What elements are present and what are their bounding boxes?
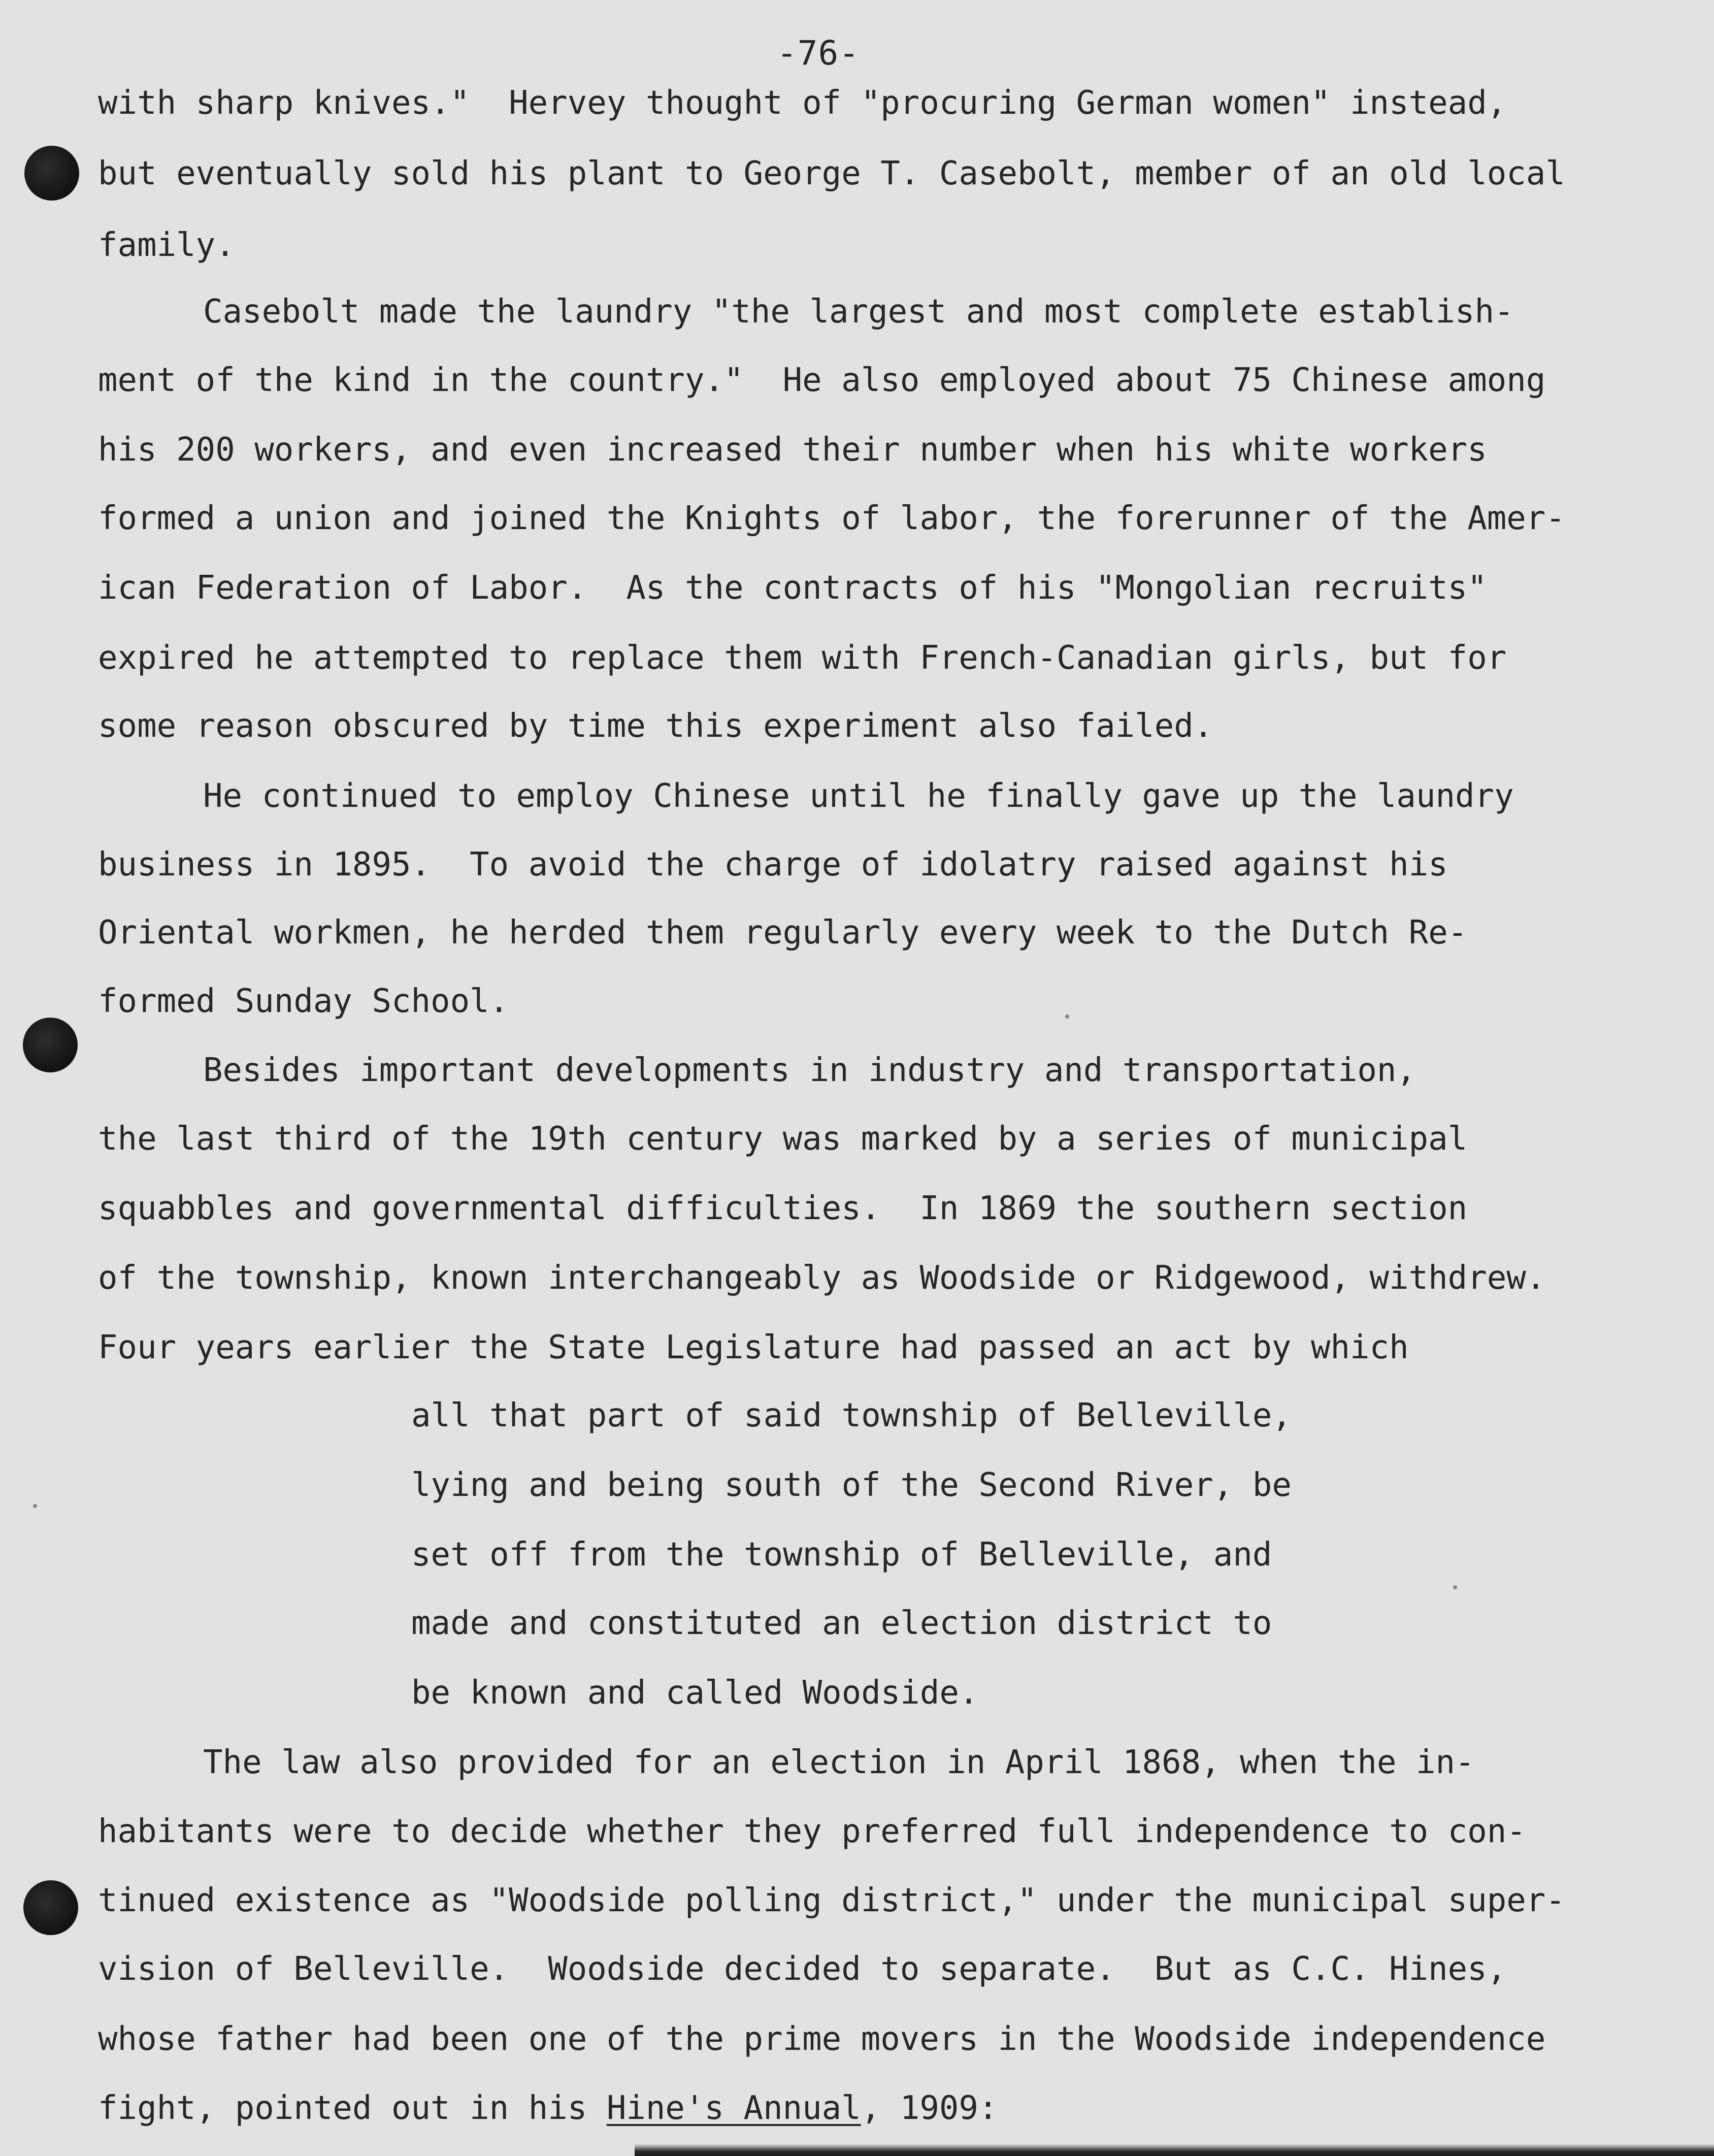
text-line: formed Sunday School. — [98, 983, 509, 1020]
text-line: tinued existence as "Woodside polling district," under the municipal super- — [98, 1882, 1565, 1919]
text-line: The law also provided for an election in April 1868, when the in- — [203, 1744, 1475, 1781]
punch-hole-middle — [23, 1018, 78, 1072]
text-line: some reason obscured by time this experiment also failed. — [98, 707, 1213, 745]
text-fragment: fight, pointed out in his — [98, 2089, 607, 2127]
text-line: He continued to employ Chinese until he finally gave up the laundry — [203, 777, 1514, 815]
book-title: Hine's Annual — [606, 2089, 861, 2127]
block-quote-line: lying and being south of the Second River, be — [411, 1466, 1292, 1504]
paper-speck — [1453, 1585, 1457, 1589]
text-line: Casebolt made the laundry "the largest and most complete establish- — [203, 293, 1514, 331]
text-line: Besides important developments in industry and transportation, — [203, 1052, 1416, 1089]
block-quote-line: set off from the township of Belleville, and — [411, 1536, 1272, 1574]
page-number: -76- — [777, 34, 860, 73]
block-quote-line: all that part of said township of Belleville, — [411, 1397, 1292, 1434]
paper-speck — [33, 1504, 37, 1508]
text-line: ment of the kind in the country." He also employed about 75 Chinese among — [98, 362, 1546, 399]
text-line: formed a union and joined the Knights of labor, the forerunner of the Amer- — [98, 500, 1565, 537]
text-line: expired he attempted to replace them with French-Canadian girls, but for — [98, 639, 1507, 677]
text-line: whose father had been one of the prime movers in the Woodside independence — [98, 2020, 1546, 2058]
text-line: but eventually sold his plant to George T. Casebolt, member of an old local — [98, 155, 1565, 192]
page-edge-shadow — [635, 2144, 1714, 2156]
text-line: his 200 workers, and even increased their number when his white workers — [98, 431, 1487, 469]
text-line: squabbles and governmental difficulties. In 1869 the southern section — [98, 1190, 1468, 1227]
text-fragment: , 1909: — [861, 2089, 998, 2127]
block-quote-line: be known and called Woodside. — [411, 1674, 979, 1712]
text-line: with sharp knives." Hervey thought of "procuring German women" instead, — [98, 84, 1507, 122]
paper-speck — [1065, 1015, 1069, 1019]
punch-hole-bottom — [23, 1880, 78, 1935]
text-line: habitants were to decide whether they preferred full independence to con- — [98, 1813, 1526, 1850]
text-line: Oriental workmen, he herded them regularly every week to the Dutch Re- — [98, 914, 1468, 952]
text-line: business in 1895. To avoid the charge of idolatry raised against his — [98, 846, 1448, 884]
text-line-with-title — [98, 2088, 998, 2129]
text-line: the last third of the 19th century was marked by a series of municipal — [98, 1120, 1468, 1158]
text-line: vision of Belleville. Woodside decided to separate. But as C.C. Hines, — [98, 1950, 1507, 1988]
text-line: family. — [98, 226, 235, 264]
text-line: Four years earlier the State Legislature had passed an act by which — [98, 1329, 1409, 1366]
block-quote-line: made and constituted an election district to — [411, 1605, 1272, 1642]
punch-hole-top — [24, 146, 79, 201]
text-line: of the township, known interchangeably as Woodside or Ridgewood, withdrew. — [98, 1259, 1546, 1297]
text-line: ican Federation of Labor. As the contracts of his "Mongolian recruits" — [98, 569, 1487, 607]
